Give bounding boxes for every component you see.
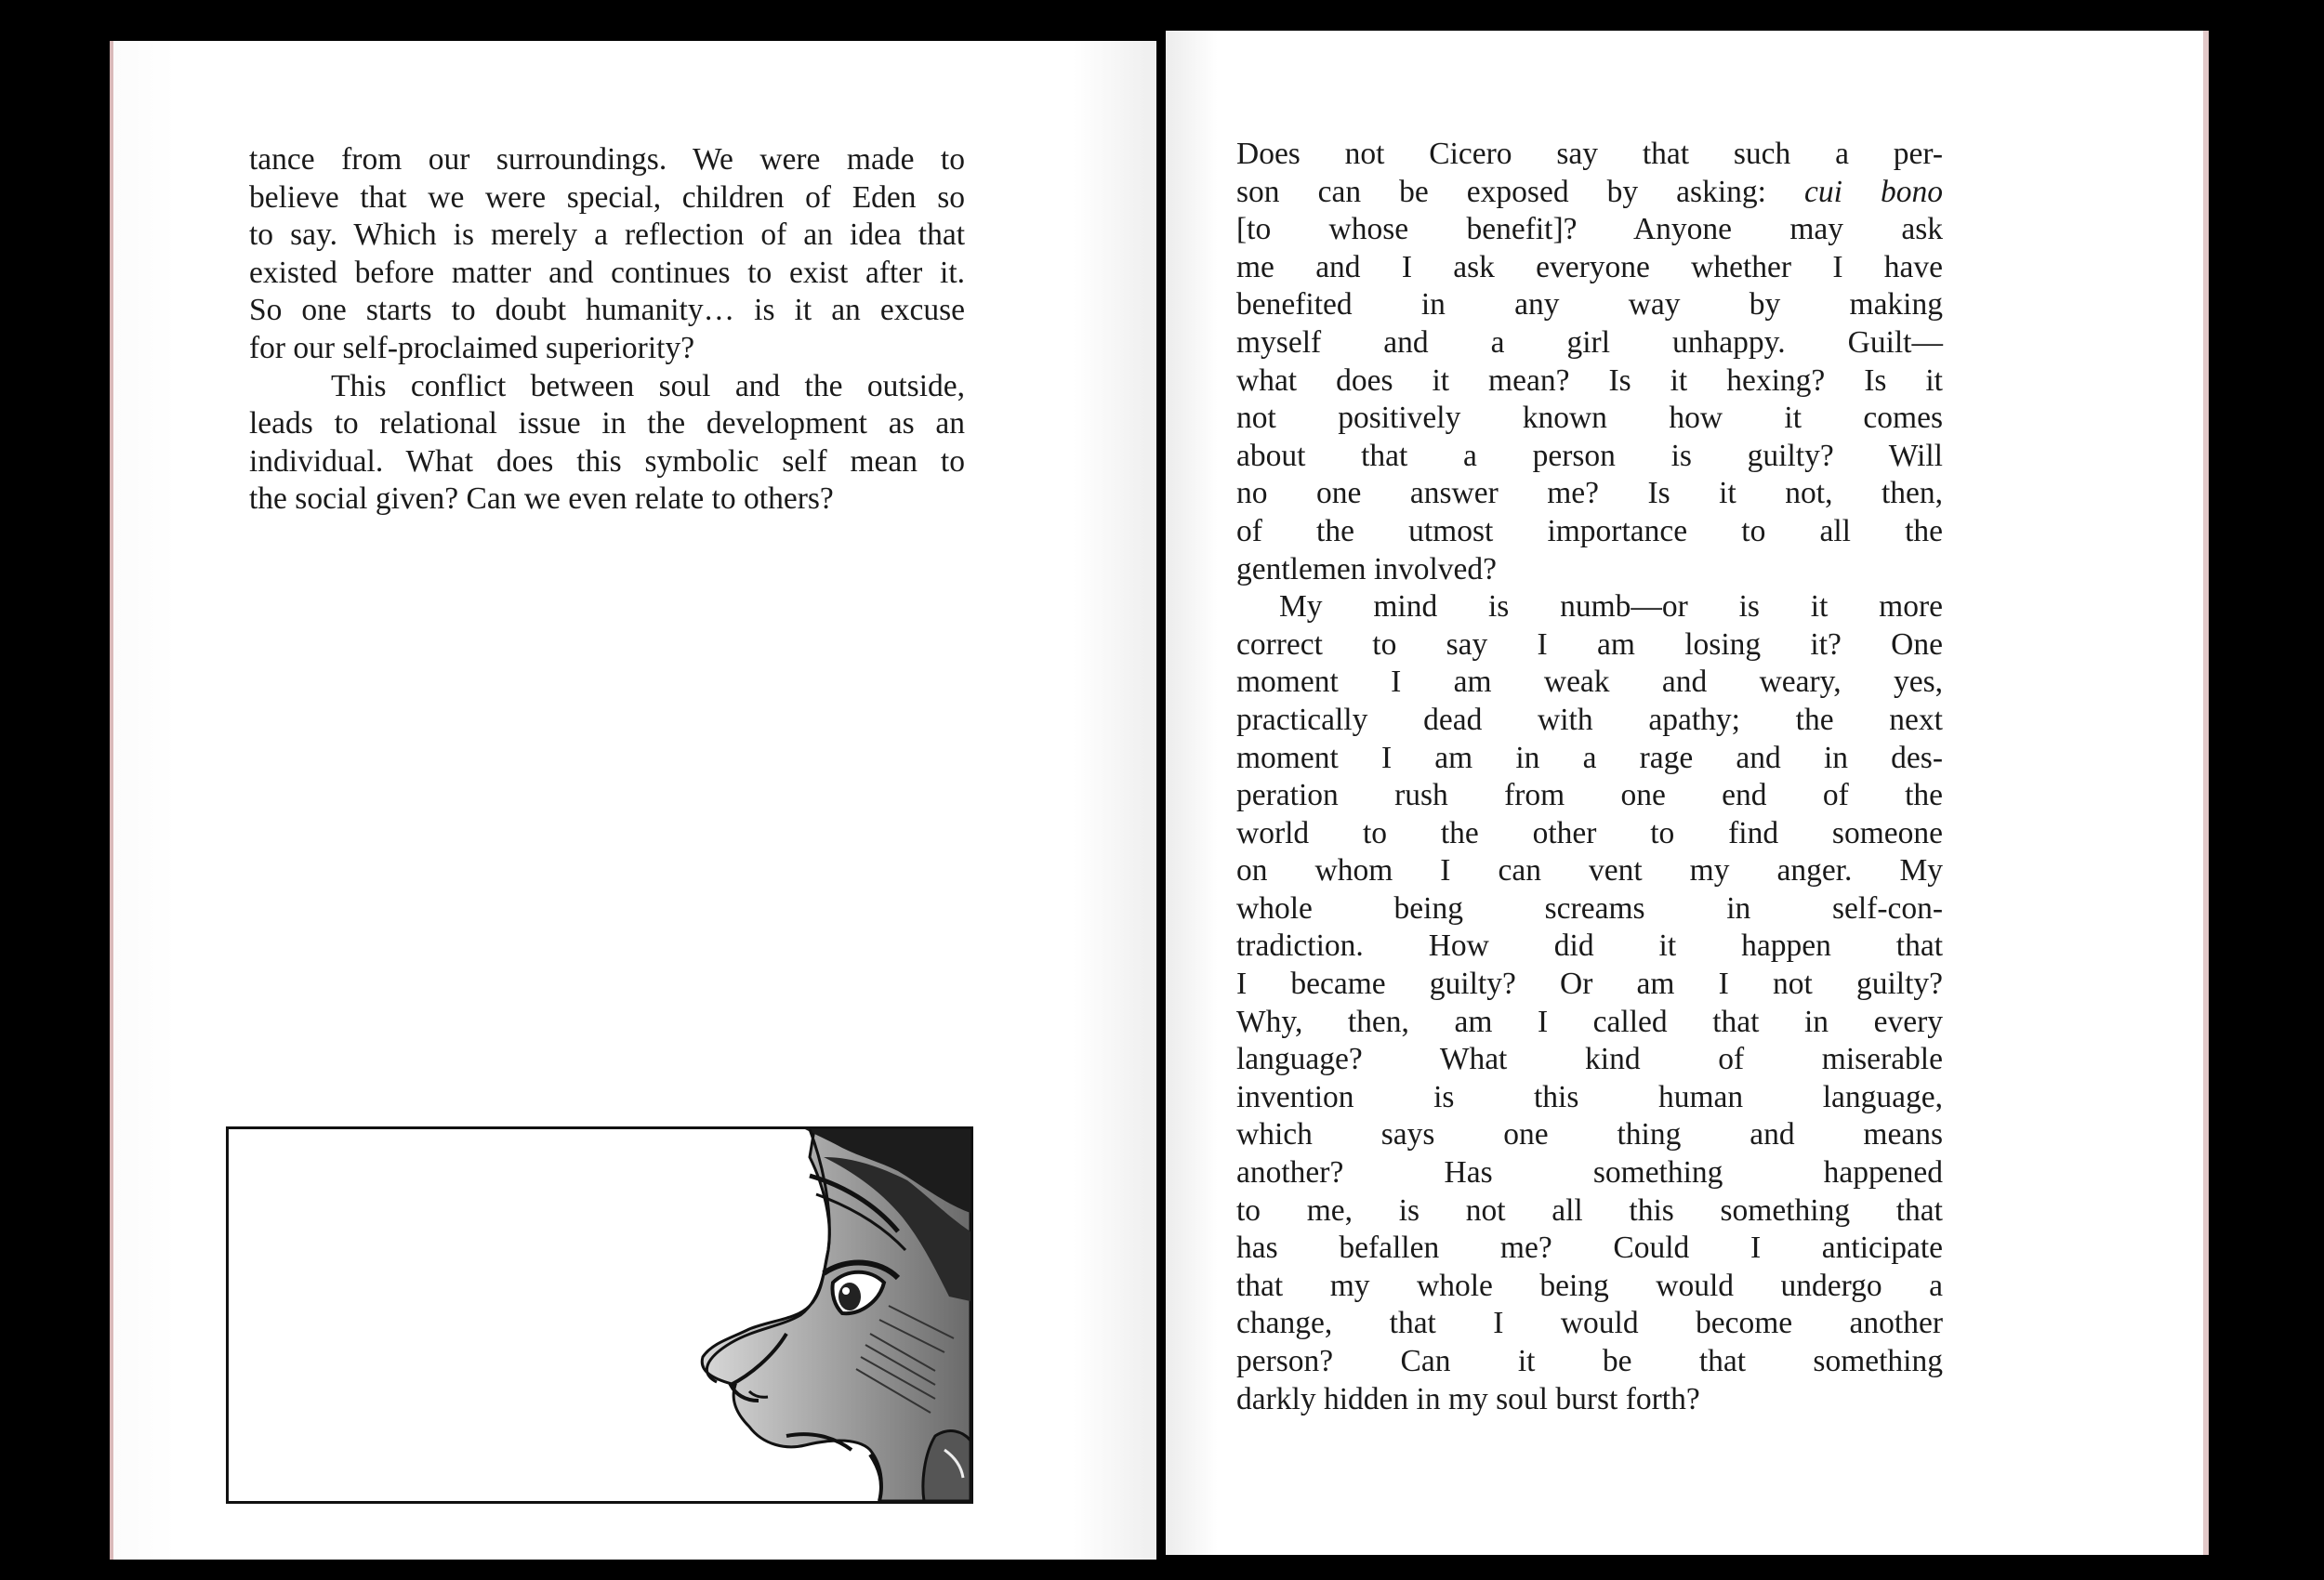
text-line: darkly hidden in my soul burst forth? <box>1236 1381 1700 1416</box>
text-line: gentlemen involved? <box>1236 551 1498 586</box>
text-line: language? What kind of miserable <box>1236 1042 1943 1077</box>
text-line: of the utmost importance to all the <box>1236 513 1943 548</box>
text-line: to say. Which is merely a reflection of an idea that <box>249 217 965 253</box>
text-line: tance from our surroundings. We were made to <box>249 142 965 177</box>
text-line: which says one thing and means <box>1236 1117 1943 1152</box>
text-line: has befallen me? Could I anticipate <box>1236 1231 1943 1266</box>
text-line: for our self-proclaimed superiority? <box>249 330 695 365</box>
text-line: individual. What does this symbolic self mean to <box>249 443 965 479</box>
text-line: myself and a girl unhappy. Guilt— <box>1236 324 1943 360</box>
text-line <box>1236 174 1943 212</box>
text-line: that my whole being would undergo a <box>1236 1268 1943 1303</box>
text-line: the social given? Can we even relate to others? <box>249 481 834 517</box>
text-line: world to the other to find someone <box>1236 815 1943 850</box>
text-line: to me, is not all this something that <box>1236 1192 1943 1228</box>
text-line: benefited in any way by making <box>1236 287 1943 323</box>
text-line: believe that we were special, children of Eden so <box>249 179 965 215</box>
text-line: My mind is numb—or is it more <box>1279 589 1943 625</box>
text-line: I became guilty? Or am I not guilty? <box>1236 967 1943 1002</box>
text-line: me and I ask everyone whether I have <box>1236 249 1943 284</box>
text-line: no one answer me? Is it not, then, <box>1236 476 1943 511</box>
text-line: correct to say I am losing it? One <box>1236 626 1943 662</box>
right-page-text <box>1236 136 1943 1418</box>
text-line: [to whose benefit]? Anyone may ask <box>1236 212 1943 247</box>
text-line: about that a person is guilty? Will <box>1236 438 1943 473</box>
text-line: moment I am in a rage and in des- <box>1236 740 1943 775</box>
text-line: practically dead with apathy; the next <box>1236 702 1943 737</box>
text-line: not positively known how it comes <box>1236 401 1943 436</box>
text-line: invention is this human language, <box>1236 1079 1943 1114</box>
text-line: on whom I can vent my anger. My <box>1236 853 1943 889</box>
text-line: peration rush from one end of the <box>1236 778 1943 813</box>
text-line: existed before matter and continues to exist after it. <box>249 255 965 290</box>
text-line: So one starts to doubt humanity… is it an excuse <box>249 293 965 328</box>
text-line: whole being screams in self-con- <box>1236 890 1943 926</box>
text-line: change, that I would become another <box>1236 1306 1943 1341</box>
text-line: person? Can it be that something <box>1236 1344 1943 1378</box>
illustration-panel <box>226 1126 973 1504</box>
text-line-part: son can be exposed by asking: <box>1236 174 1766 209</box>
italic-phrase: cui bono <box>1804 174 1943 209</box>
text-line: Does not Cicero say that such a per- <box>1236 137 1943 171</box>
manga-face-illustration-icon <box>229 1129 971 1501</box>
text-line: moment I am weak and weary, yes, <box>1236 665 1943 700</box>
text-line: another? Has something happened <box>1236 1155 1943 1191</box>
text-line: This conflict between soul and the outside, <box>331 368 965 403</box>
text-line: what does it mean? Is it hexing? Is it <box>1236 362 1943 398</box>
text-line: Why, then, am I called that in every <box>1236 1004 1943 1039</box>
text-line: tradiction. How did it happen that <box>1236 928 1943 964</box>
left-page-text <box>249 141 965 519</box>
text-line: leads to relational issue in the development as an <box>249 406 965 441</box>
